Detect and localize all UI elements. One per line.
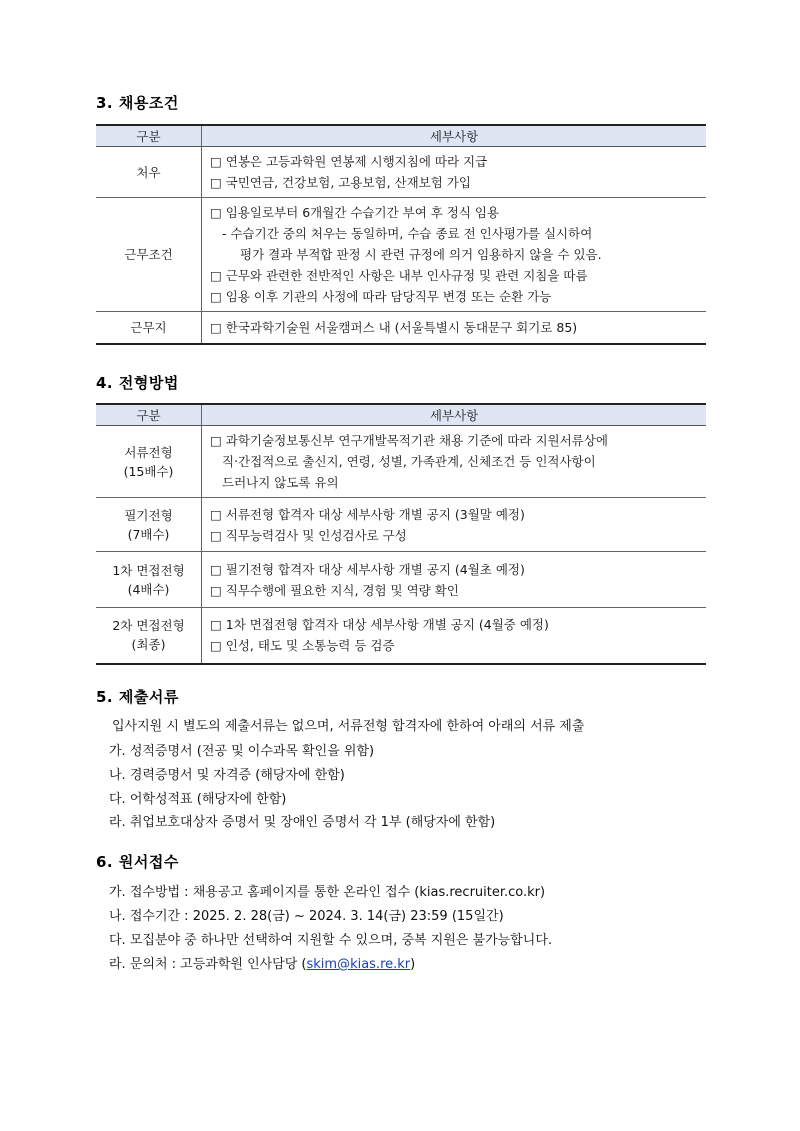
detail-line: □ 서류전형 합격자 대상 세부사항 개별 공지 (3월말 예정): [210, 506, 525, 522]
detail-line: □ 필기전형 합격자 대상 세부사항 개별 공지 (4월초 예정): [210, 561, 525, 577]
row-category: [96, 552, 202, 608]
detail-line: □ 연봉은 고등과학원 연봉제 시행지침에 따라 지급: [210, 154, 488, 169]
row-details: [202, 198, 707, 312]
section-5-intro: 입사지원 시 별도의 제출서류는 없으며, 서류전형 합격자에 한하여 아래의 서류 제출: [112, 719, 585, 734]
row-category: [96, 498, 202, 552]
detail-line: - 수습기간 중의 처우는 동일하며, 수습 종료 전 인사평가를 실시하여: [222, 226, 593, 241]
application-info-item: 가. 접수방법 : 채용공고 홈페이지를 통한 온라인 접수 (kias.recruiter.co.kr): [109, 885, 546, 900]
contact-suffix: ): [410, 957, 416, 972]
stage-ratio: (최종): [131, 637, 166, 653]
detail-line: □ 임용일로부터 6개월간 수습기간 부여 후 정식 임용: [210, 205, 500, 220]
row-details: [202, 426, 707, 498]
selection-process-table: [96, 403, 706, 665]
row-category: 근무지: [96, 312, 202, 344]
header-details: 세부사항: [202, 404, 707, 426]
header-category: 구분: [96, 404, 202, 426]
row-details: [202, 608, 707, 664]
detail-line: □ 직무능력검사 및 인성검사로 구성: [210, 527, 407, 543]
stage-name: 필기전형: [124, 507, 173, 523]
contact-line: [109, 953, 415, 972]
table-row: [96, 147, 706, 198]
detail-line: □ 인성, 태도 및 소통능력 등 검증: [210, 638, 395, 654]
contact-prefix: 라. 문의처 : 고등과학원 인사담당 (: [109, 957, 307, 972]
detail-line: □ 1차 면접전형 합격자 대상 세부사항 개별 공지 (4월중 예정): [210, 617, 549, 633]
section-3-title: 3. 채용조건: [96, 94, 179, 112]
table-row: [96, 426, 706, 498]
table-row: [96, 198, 706, 312]
detail-line: □ 국민연금, 건강보험, 고용보험, 산재보험 가입: [210, 175, 471, 190]
detail-line: □ 근무와 관련한 전반적인 사항은 내부 인사규정 및 관련 지침을 따름: [210, 268, 588, 283]
table-row: [96, 552, 706, 608]
row-details: [202, 147, 707, 198]
section-6-title: 6. 원서접수: [96, 853, 179, 871]
row-category: 처우: [96, 147, 202, 198]
document-list-item: 라. 취업보호대상자 증명서 및 장애인 증명서 각 1부 (해당자에 한함): [109, 815, 496, 830]
detail-line: 드러나지 않도록 유의: [222, 475, 339, 490]
row-category: [96, 426, 202, 498]
header-category: 구분: [96, 125, 202, 147]
row-details: [202, 552, 707, 608]
contact-email-link[interactable]: skim@kias.re.kr: [306, 957, 411, 972]
header-details: 세부사항: [202, 125, 707, 147]
section-4-title: 4. 전형방법: [96, 374, 179, 392]
detail-line: □ 직무수행에 필요한 지식, 경험 및 역량 확인: [210, 582, 459, 598]
document-list-item: 다. 어학성적표 (해당자에 한함): [109, 792, 287, 807]
row-details: [202, 498, 707, 552]
table-header-row: [96, 404, 706, 426]
employment-conditions-table: [96, 124, 706, 345]
stage-name: 2차 면접전형: [112, 618, 185, 634]
application-info-item: 다. 모집분야 중 하나만 선택하여 지원할 수 있으며, 중복 지원은 불가능합니다.: [109, 933, 553, 948]
stage-name: 서류전형: [124, 444, 173, 460]
row-details: [202, 312, 707, 344]
row-category: 근무조건: [96, 198, 202, 312]
stage-ratio: (4배수): [127, 581, 170, 597]
detail-line: □ 임용 이후 기관의 사정에 따라 담당직무 변경 또는 순환 가능: [210, 289, 552, 304]
section-5-title: 5. 제출서류: [96, 688, 179, 706]
detail-line: □ 한국과학기술원 서울캠퍼스 내 (서울특별시 동대문구 회기로 85): [210, 319, 578, 335]
table-row: [96, 498, 706, 552]
detail-line: □ 과학기술정보통신부 연구개발목적기관 채용 기준에 따라 지원서류상에: [210, 433, 608, 448]
detail-line: 평가 결과 부적합 판정 시 관련 규정에 의거 임용하지 않을 수 있음.: [240, 247, 602, 262]
table-header-row: [96, 125, 706, 147]
stage-ratio: (7배수): [127, 526, 170, 542]
table-row: [96, 608, 706, 664]
stage-ratio: (15배수): [123, 463, 174, 479]
detail-line: 직‧간접적으로 출신지, 연령, 성별, 가족관계, 신체조건 등 인적사항이: [222, 454, 596, 469]
application-info-item: 나. 접수기간 : 2025. 2. 28(금) ~ 2024. 3. 14(금) 23:59 (15일간): [109, 909, 504, 924]
row-category: [96, 608, 202, 664]
document-list-item: 나. 경력증명서 및 자격증 (해당자에 한함): [109, 768, 345, 783]
document-list-item: 가. 성적증명서 (전공 및 이수과목 확인을 위함): [109, 744, 375, 759]
stage-name: 1차 면접전형: [112, 562, 185, 578]
table-row: [96, 312, 706, 344]
